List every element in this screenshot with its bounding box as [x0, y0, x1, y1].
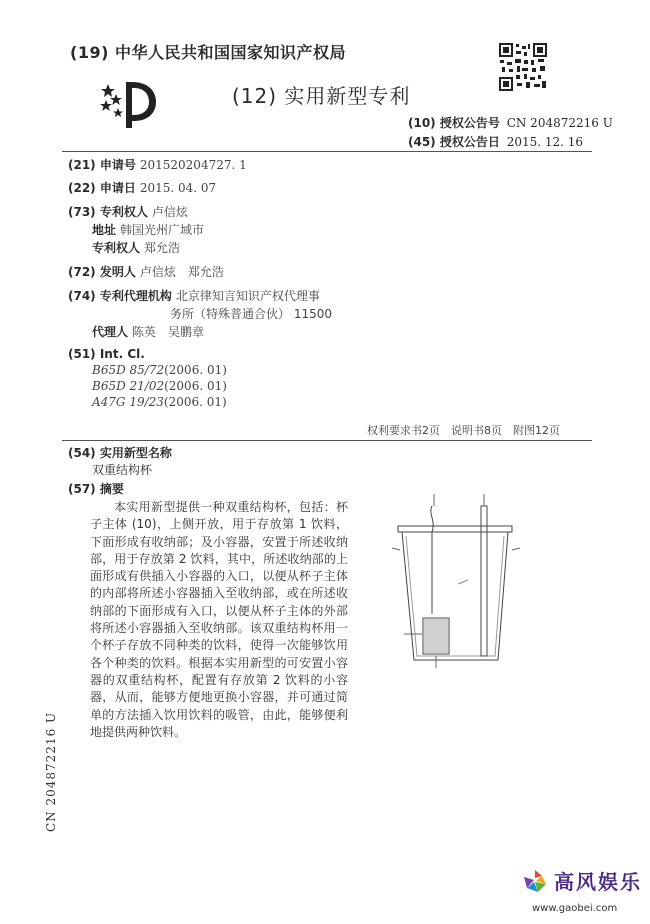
- agency-value-line-1: 北京律知言知识产权代理事: [175, 289, 320, 303]
- application-date-value: 2015. 04. 07: [139, 181, 217, 195]
- ipc-version: (2006. 01): [164, 363, 227, 377]
- address-label: 地址: [92, 223, 117, 237]
- utility-model-title-label: [68, 444, 172, 461]
- application-number-value: 201520204727. 1: [139, 158, 247, 172]
- patentee-2: [92, 239, 180, 256]
- agency: [68, 287, 320, 304]
- agent-label: 代理人: [92, 325, 129, 339]
- ipc-code: B65D 85/72: [92, 363, 165, 377]
- ipc-version: (2006. 01): [164, 379, 227, 393]
- qr-code-icon: [498, 42, 548, 92]
- int-cl: [68, 347, 145, 361]
- watermark: [522, 866, 642, 914]
- abstract-label: [68, 480, 124, 497]
- double-cup-figure: [388, 484, 530, 676]
- agent-value: 陈英 吴鹏章: [132, 325, 205, 339]
- cup-drawing: [388, 484, 530, 676]
- application-date-label: (22) 申请日: [68, 181, 136, 195]
- ipc-version: (2006. 01): [163, 395, 227, 409]
- cnipa-logo: [98, 78, 160, 130]
- agency-label: (74) 专利代理机构: [68, 289, 172, 303]
- section-divider: [62, 440, 592, 441]
- grant-number-value: CN 204872216 U: [506, 116, 613, 130]
- patentee: [68, 203, 188, 220]
- patentee-2-label: 专利权人: [92, 241, 141, 255]
- address: [92, 221, 204, 238]
- brand-url: www.gaobei.com: [532, 903, 618, 914]
- agency-line-2: [170, 305, 332, 322]
- utility-model-title: [92, 461, 152, 478]
- cnipa-emblem-icon: [98, 78, 160, 130]
- inventor-label: (72) 发明人: [68, 265, 136, 279]
- ipc-row: [92, 379, 227, 393]
- patentee-label: (73) 专利权人: [68, 205, 148, 219]
- ipc-row: [92, 395, 227, 409]
- side-publication-code: CN 204872216 U: [44, 711, 58, 832]
- grant-date-label: (45) 授权公告日: [408, 135, 500, 149]
- brand-name: 高风娱乐: [554, 870, 642, 894]
- application-number: [68, 156, 247, 173]
- abstract-heading: (57) 摘要: [68, 482, 124, 496]
- address-value: 韩国光州广域市: [120, 223, 205, 237]
- int-cl-label: (51) Int. Cl.: [68, 347, 145, 361]
- grant-date: [408, 133, 583, 150]
- title-label: (54) 实用新型名称: [68, 446, 172, 460]
- patentee-2-value: 郑允浩: [144, 241, 181, 255]
- grant-number: [408, 114, 613, 131]
- ipc-code: A47G 19/23: [92, 395, 164, 409]
- header-divider: [62, 151, 592, 152]
- grant-number-label: (10) 授权公告号: [408, 116, 500, 130]
- application-number-label: (21) 申请号: [68, 158, 136, 172]
- abstract-text: 本实用新型提供一种双重结构杯，包括：杯子主体 (10)，上侧开放，用于存放第 1 饮料，下面形成有收纳部；及小容器，安置于所述收纳部，用于存放第 2 饮料，其中，所述收纳部的上面形成有供插入小容器的入口，以便从杯子主体的内部将所述小容器插入至收纳部，或在所述收纳部的下面形成有入口，以便从杯子主体的外部将所述小容器插入至收纳部。该双重结构杯用一个杯子存放不同种类的饮料，使得一次能够饮用各个种类的饮料。根据本实用新型的可安置小容器的双重结构杯，配置有存放第 2 饮料的小容器，从而，能够方便地更换小容器，并可通过简单的方法插入饮用饮料的吸管，由此，能够便利地提供两种饮料。: [90, 500, 348, 739]
- agent: [92, 323, 204, 340]
- ipc-code: B65D 21/02: [92, 379, 165, 393]
- qr-code: [498, 42, 548, 92]
- application-date: [68, 179, 216, 196]
- brand-logo-icon: [522, 868, 548, 894]
- agency-value-line-2: 务所（特殊普通合伙） 11500: [170, 307, 332, 321]
- document-type: (12) 实用新型专利: [232, 84, 411, 108]
- inventor-value: 卢信炫 郑允浩: [139, 265, 224, 279]
- page-counts: 权利要求书2页 说明书8页 附图12页: [367, 424, 560, 437]
- inventor: [68, 263, 224, 280]
- ipc-row: [92, 363, 227, 377]
- title-value: 双重结构杯: [92, 463, 153, 477]
- patentee-value: 卢信炫: [151, 205, 188, 219]
- office-name: (19) 中华人民共和国国家知识产权局: [70, 43, 346, 62]
- grant-date-value: 2015. 12. 16: [506, 135, 584, 149]
